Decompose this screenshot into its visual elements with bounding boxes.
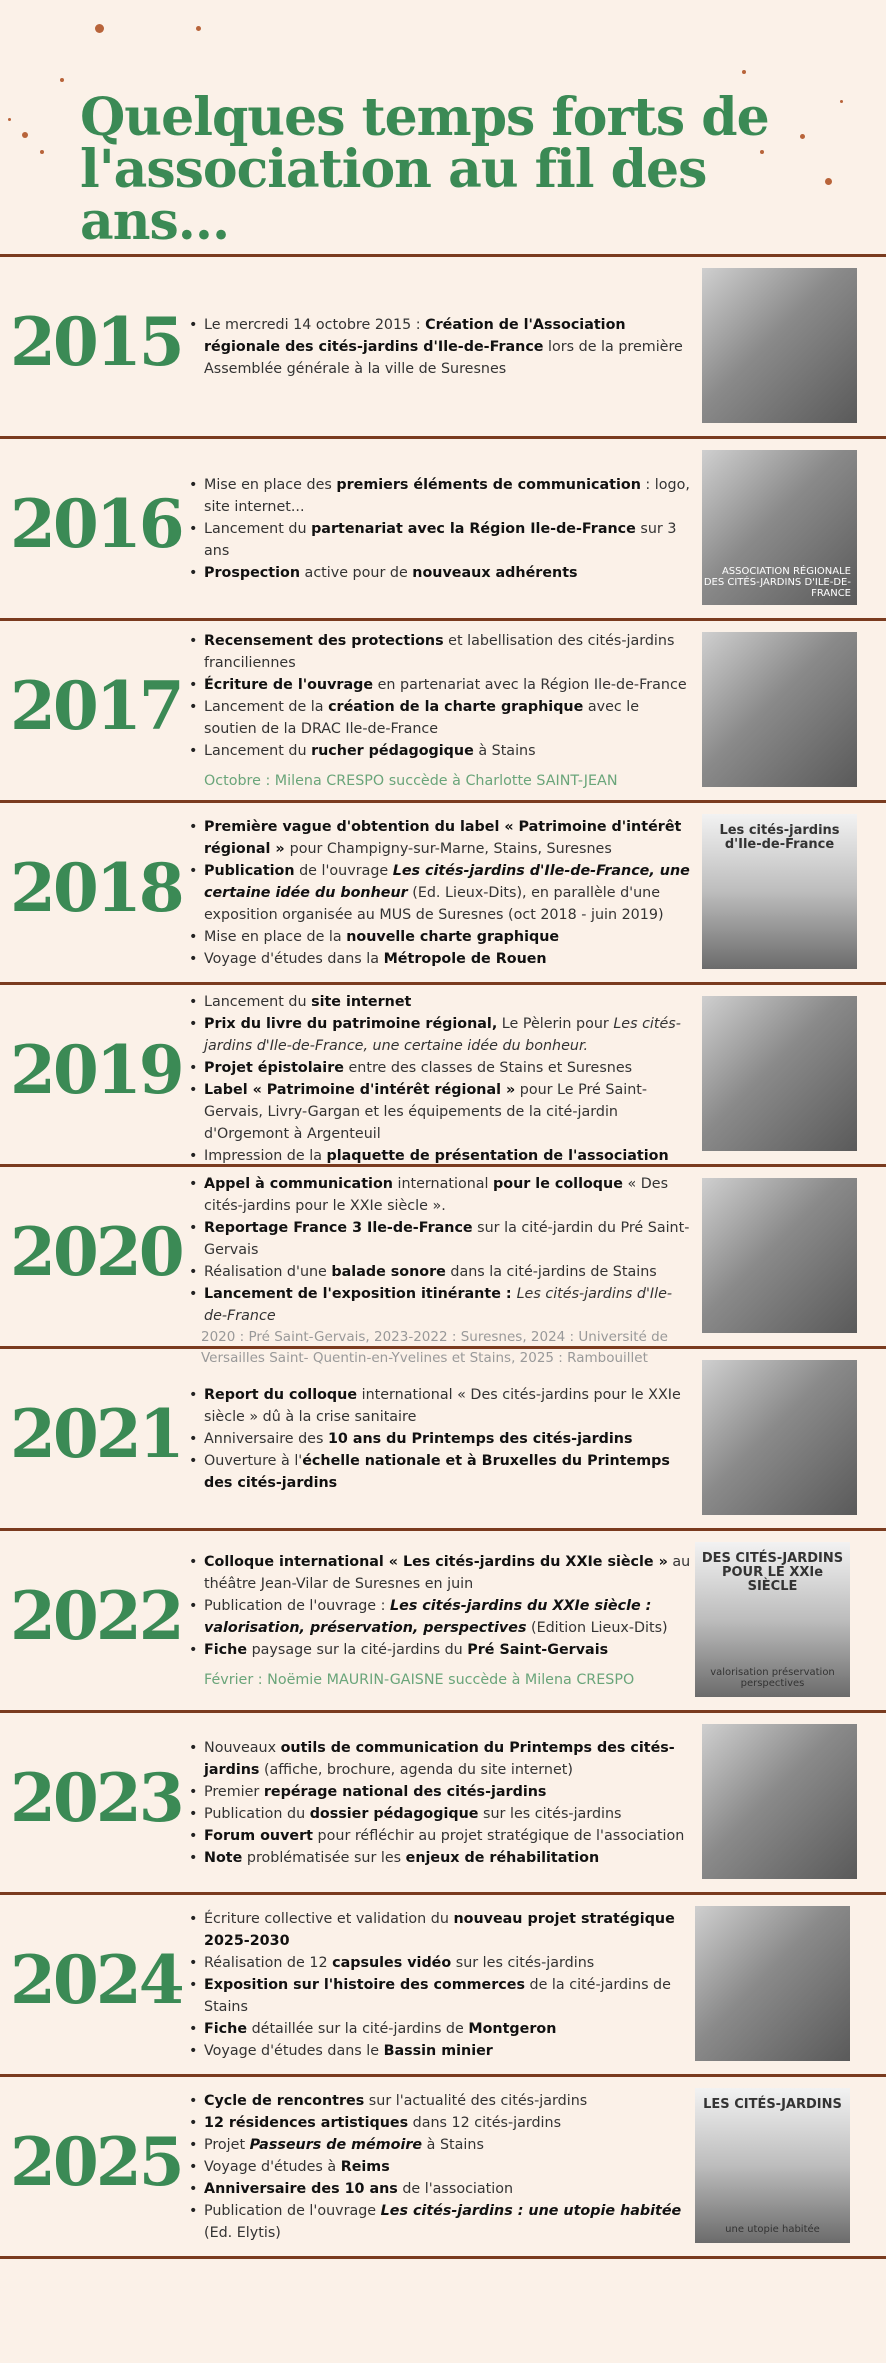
event-item: • Anniversaire des 10 ans du Printemps des cités-jardins [186,1428,691,1450]
book-cover-photo: Les cités-jardins d'Ile-de-France [702,814,857,969]
event-list-2017 [186,630,691,792]
event-item: • Lancement du partenariat avec la Région Ile-de-France sur 3 ans [186,518,691,562]
event-item: • Recensement des protections et labellisation des cités-jardins franciliennes [186,630,691,674]
event-item: • Ouverture à l'échelle nationale et à Bruxelles du Printemps des cités-jardins [186,1450,691,1494]
section-divider [0,1710,886,1713]
event-item: • Publication du dossier pédagogique sur les cités-jardins [186,1803,691,1825]
year-label-2021: 2021 [10,1395,182,1473]
section-divider [0,254,886,257]
event-note: Octobre : Milena CRESPO succède à Charlotte SAINT-JEAN [204,772,618,789]
event-item: • Le mercredi 14 octobre 2015 : Création de l'Association régionale des cités-jardins d'Ile-de-France lors de la première Assemblée générale à la ville de Suresnes [186,314,691,380]
event-list-2020 [186,1173,691,1369]
event-list-2016 [186,474,691,584]
camera-crew-photo [702,1178,857,1333]
section-divider [0,1892,886,1895]
house-photo: ASSOCIATION RÉGIONALE DES CITÉS-JARDINS D'ILE-DE-FRANCE [702,450,857,605]
event-item: • Publication de l'ouvrage Les cités-jardins d'Ile-de-France, une certaine idée du bonheur (Ed. Lieux-Dits), en parallèle d'une exposition organisée au MUS de Suresnes (oct 2018 - juin 2019) [186,860,691,926]
page-title: Quelques temps forts de l'association au fil des ans... [80,87,769,252]
post-it-board-photo [702,1724,857,1879]
event-item: • Exposition sur l'histoire des commerces de la cité-jardins de Stains [186,1974,691,2018]
event-item: • Mise en place de la nouvelle charte graphique [186,926,691,948]
event-list-2022 [186,1551,691,1691]
event-item: • Réalisation de 12 capsules vidéo sur les cités-jardins [186,1952,691,1974]
event-list-2019 [186,991,691,1167]
event-item: • Prix du livre du patrimoine régional, Le Pèlerin pour Les cités-jardins d'Ile-de-France, une certaine idée du bonheur. [186,1013,691,1057]
event-note: 2020 : Pré Saint-Gervais, 2023-2022 : Suresnes, 2024 : Université de Versailles Saint- Quentin-en-Yvelines et Stains, 2025 : Rambouillet [201,1329,668,1366]
event-item: • Première vague d'obtention du label « Patrimoine d'intérêt régional » pour Champigny-sur-Marne, Stains, Suresnes [186,816,691,860]
event-list-2024 [186,1908,691,2062]
year-label-2024: 2024 [10,1941,182,2019]
year-label-2025: 2025 [10,2123,182,2201]
event-item: • Lancement de l'exposition itinérante : Les cités-jardins d'Ile-de-France [186,1283,691,1327]
year-label-2020: 2020 [10,1213,182,1291]
page-header [0,0,886,255]
event-item: • Lancement de la création de la charte graphique avec le soutien de la DRAC Ile-de-France [186,696,691,740]
children-photo [702,996,857,1151]
event-item: • Voyage d'études dans le Bassin minier [186,2040,691,2062]
section-divider [0,2074,886,2077]
year-label-2016: 2016 [10,485,182,563]
section-divider [0,1528,886,1531]
event-item: • Note problématisée sur les enjeux de réhabilitation [186,1847,691,1869]
brick-house-photo [695,1906,850,2061]
section-divider [0,436,886,439]
section-divider [0,982,886,985]
event-item: • Colloque international « Les cités-jardins du XXIe siècle » au théâtre Jean-Vilar de Suresnes en juin [186,1551,691,1595]
event-item: • Réalisation d'une balade sonore dans la cité-jardins de Stains [186,1261,691,1283]
year-label-2017: 2017 [10,667,182,745]
event-item: • Projet Passeurs de mémoire à Stains [186,2134,691,2156]
event-item: • Publication de l'ouvrage Les cités-jardins : une utopie habitée (Ed. Elytis) [186,2200,691,2244]
section-divider [0,2256,886,2259]
event-item: • Nouveaux outils de communication du Printemps des cités-jardins (affiche, brochure, agenda du site internet) [186,1737,691,1781]
event-item: • Premier repérage national des cités-jardins [186,1781,691,1803]
event-item: • Impression de la plaquette de présentation de l'association [186,1145,691,1167]
event-item: • Projet épistolaire entre des classes de Stains et Suresnes [186,1057,691,1079]
event-item: • Reportage France 3 Ile-de-France sur la cité-jardin du Pré Saint-Gervais [186,1217,691,1261]
group-photo [702,632,857,787]
book-cover-photo: LES CITÉS-JARDINS une utopie habitée [695,2088,850,2243]
event-list-2021 [186,1384,691,1494]
event-item: • Cycle de rencontres sur l'actualité des cités-jardins [186,2090,691,2112]
event-item: • Voyage d'études à Reims [186,2156,691,2178]
event-item: • Fiche détaillée sur la cité-jardins de Montgeron [186,2018,691,2040]
section-divider [0,800,886,803]
meeting-photo [702,268,857,423]
section-divider [0,1164,886,1167]
event-item: • Écriture de l'ouvrage en partenariat avec la Région Ile-de-France [186,674,691,696]
event-item: • Prospection active pour de nouveaux adhérents [186,562,691,584]
event-item: • Lancement du rucher pédagogique à Stains [186,740,691,762]
year-label-2022: 2022 [10,1577,182,1655]
book-cover-photo: DES CITÉS-JARDINS POUR LE XXIe SIÈCLE valorisation préservation perspectives [695,1542,850,1697]
event-list-2025 [186,2090,691,2244]
event-item: • Voyage d'études dans la Métropole de Rouen [186,948,691,970]
year-label-2018: 2018 [10,849,182,927]
event-item: • Anniversaire des 10 ans de l'association [186,2178,691,2200]
event-list-2018 [186,816,691,970]
event-item: • Mise en place des premiers éléments de communication : logo, site internet... [186,474,691,518]
event-note: Février : Noëmie MAURIN-GAISNE succède à Milena CRESPO [204,1671,635,1688]
laptop-photo [702,1360,857,1515]
year-label-2019: 2019 [10,1031,182,1109]
year-label-2015: 2015 [10,303,182,381]
event-item: • Report du colloque international « Des cités-jardins pour le XXIe siècle » dû à la crise sanitaire [186,1384,691,1428]
event-item: • Appel à communication international pour le colloque « Des cités-jardins pour le XXIe siècle ». [186,1173,691,1217]
event-item: • Fiche paysage sur la cité-jardins du Pré Saint-Gervais [186,1639,691,1661]
event-item: • Publication de l'ouvrage : Les cités-jardins du XXIe siècle : valorisation, préservation, perspectives (Edition Lieux-Dits) [186,1595,691,1639]
event-list-2015 [186,314,691,380]
event-item: • Forum ouvert pour réfléchir au projet stratégique de l'association [186,1825,691,1847]
event-item: • Lancement du site internet [186,991,691,1013]
event-list-2023 [186,1737,691,1869]
section-divider [0,1346,886,1349]
event-item: • Label « Patrimoine d'intérêt régional » pour Le Pré Saint-Gervais, Livry-Gargan et les équipements de la cité-jardin d'Orgemont à Argenteuil [186,1079,691,1145]
event-item: • 12 résidences artistiques dans 12 cités-jardins [186,2112,691,2134]
year-label-2023: 2023 [10,1759,182,1837]
section-divider [0,618,886,621]
event-item: • Écriture collective et validation du nouveau projet stratégique 2025-2030 [186,1908,691,1952]
